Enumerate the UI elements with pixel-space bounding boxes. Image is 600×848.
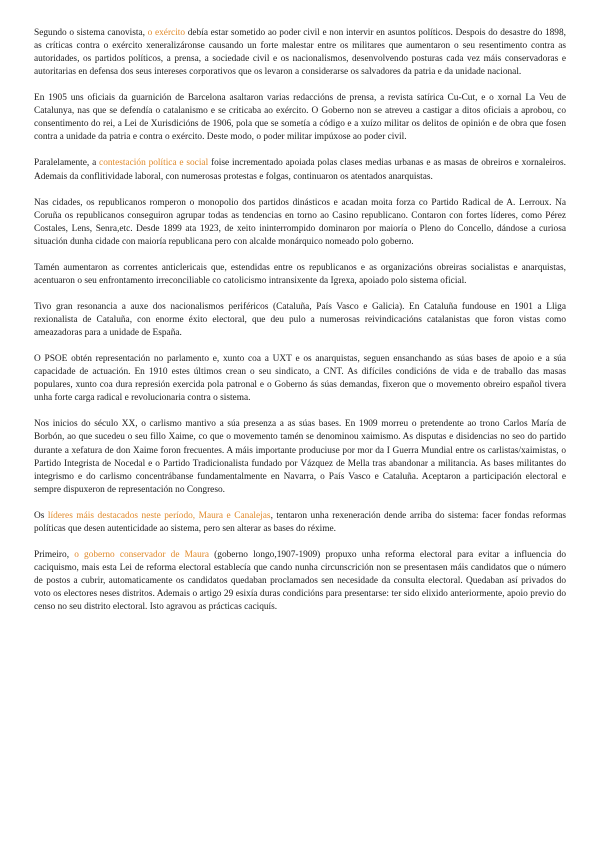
- text-segment: Paralelamente, a: [34, 158, 100, 169]
- text-segment: Nos inicios do século XX, o carlismo mantivo a súa presenza a as súas bases. En 1909 morreu o pretendente ao trono Carlos María de Borbón, ao que sucedeu o seu fillo Xaime, co que o movemento tamén se denominou xaimismo. As disputas e disidencias no seo do partido durante a xefatura de don Xaime foron frecuentes. A máis importante produciuse por mor da I Guerra Mundial entre os carlistas/xaimistas, o Partido Integrista de Nocedal e o Partido Tradicionalista fundado por Vázquez de Mella tras abandonar a militancia. As bases militantes do integrismo e do carlismo concentrábanse fundamentalmente en Navarra, o País Vasco e Cataluña. Aceptaron a participación electoral e sempre dispuxeron de representación no Congreso.: [34, 419, 566, 495]
- text-segment: (goberno longo,1907-1909) propuxo unha reforma electoral para evitar a influencia do caciquismo, mais esta Lei de reforma electoral establecía que cando nunha circunscrición non se presentasen máis candidatos que o número de postos a cubrir, automaticamente os candidatos quedaban proclamados sen necesidade da consulta electoral. Quedaban así privados do voto os electores neses distritos. Ademais o artigo 29 esixía duras condicións para presentarse: ter sido elixido anteriormente, apoio previo do censo no seu distrito electoral. Isto agravou as prácticas caciquís.: [34, 549, 566, 613]
- text-segment: Tamén aumentaron as correntes anticlericais que, estendidas entre os republicanos e as organizacións obreiras socialistas e anarquistas, acentuaron o seu enfrontamento irreconciliable co catolicismo intransixente da Igrexa, apoiado polo sistema oficial.: [34, 262, 566, 286]
- paragraph-anticlerical: [34, 262, 566, 288]
- paragraph-psoe: [34, 353, 566, 405]
- paragraph-leaders: [34, 510, 566, 536]
- highlighted-term: contestación política e social: [99, 158, 209, 169]
- highlighted-term: líderes máis destacados neste período, Maura e Canalejas: [47, 510, 271, 521]
- text-segment: debía estar sometido ao poder civil e non intervir en asuntos políticos. Despois do desastre do 1898, as críticas contra o exército xeneralizáronse causando un forte malestar entre os militares que aumentaron o seu resentimento contra as autoridades, os partidos políticos, a prensa, a sociedade civil e os nacionalismos, desenvolvendo posturas cada vez máis conservadoras e autoritarias en defensa dos seus intereses corporativos que os levaron a considerarse os salvadores da patria e da unidade nacional.: [34, 28, 566, 78]
- text-segment: Os: [34, 510, 48, 521]
- text-segment: O PSOE obtén representación no parlamento e, xunto coa a UXT e os anarquistas, seguen ensanchando as súas bases de apoio e a súa capacidade de actuación. En 1910 estes últimos crean o seu sindicato, a CNT. As difíciles condicións de vida e de traballo das masas populares, xunto coa dura represión exercida pola patronal e o Goberno ás súas demandas, fixeron que o movemento obreiro español tivera unha forte carga radical e revolucionaria contra o sistema.: [34, 354, 566, 404]
- paragraph-cu-cut: [34, 92, 566, 144]
- text-segment: foise incrementado apoiada polas clases medias urbanas e as masas de obreiros e xornaleiros. Ademais da conflitividade laboral, con numerosas protestas e folgas, continuaron os atentados anarquistas.: [34, 158, 566, 182]
- highlighted-term: o exército: [147, 28, 186, 38]
- paragraph-maura-government: [34, 549, 566, 614]
- paragraph-republicans: [34, 197, 566, 249]
- text-segment: Tivo gran resonancia a auxe dos nacionalismos periféricos (Cataluña, País Vasco e Galicia). En Cataluña fundouse en 1901 a Lliga rexionalista de Cataluña, con enorme éxito electoral, que deu pulo a numerosas reivindicacións catalanistas que foron vistas como ameazadoras para a unidade de España.: [34, 301, 566, 339]
- text-segment: , tentaron unha rexeneración dende arriba do sistema: facer fondas reformas políticas que desen autenticidade ao sistema, pero sen alterar as bases do réxime.: [34, 510, 567, 534]
- text-segment: Segundo o sistema canovista,: [34, 28, 148, 38]
- text-segment: Nas cidades, os republicanos romperon o monopolio dos partidos dinásticos e acadan moita forza co Partido Radical de A. Lerroux. Na Coruña os republicanos conseguiron agrupar todas as tendencias en torno ao Casino republicano. Contaron con fortes líderes, como Pérez Costales, Lens, Senra,etc. Desde 1899 ata 1923, de xeito ininterrompido dominaron por maioría o Pleno do Concello, dándose a curiosa situación dunha cidade con maioría republicana pero con alcalde monárquico nomeado polo goberno.: [34, 197, 566, 247]
- text-segment: En 1905 uns oficiais da guarnición de Barcelona asaltaron varias redaccións de prensa, a revista satírica Cu-Cut, e o xornal La Veu de Catalunya, nas que se defendía o catalanismo e se criticaba ao exército. O Goberno non se atreveu a castigar a ditos oficiais a aprobou, co consentimento do rei, a Lei de Xurisdicións de 1906, pola que se sometía a código e a xuízo militar os delitos de opinión e de obra que fosen contra a unidade da patria e contra o exército. Deste modo, o poder militar impúxose ao poder civil.: [34, 93, 566, 143]
- paragraph-nationalisms: [34, 301, 566, 340]
- paragraph-social-protest: [34, 157, 566, 183]
- text-segment: Primeiro,: [34, 549, 75, 560]
- paragraph-carlism: [34, 418, 566, 496]
- paragraph-army: [34, 27, 566, 79]
- highlighted-term: o goberno conservador de Maura: [74, 549, 210, 560]
